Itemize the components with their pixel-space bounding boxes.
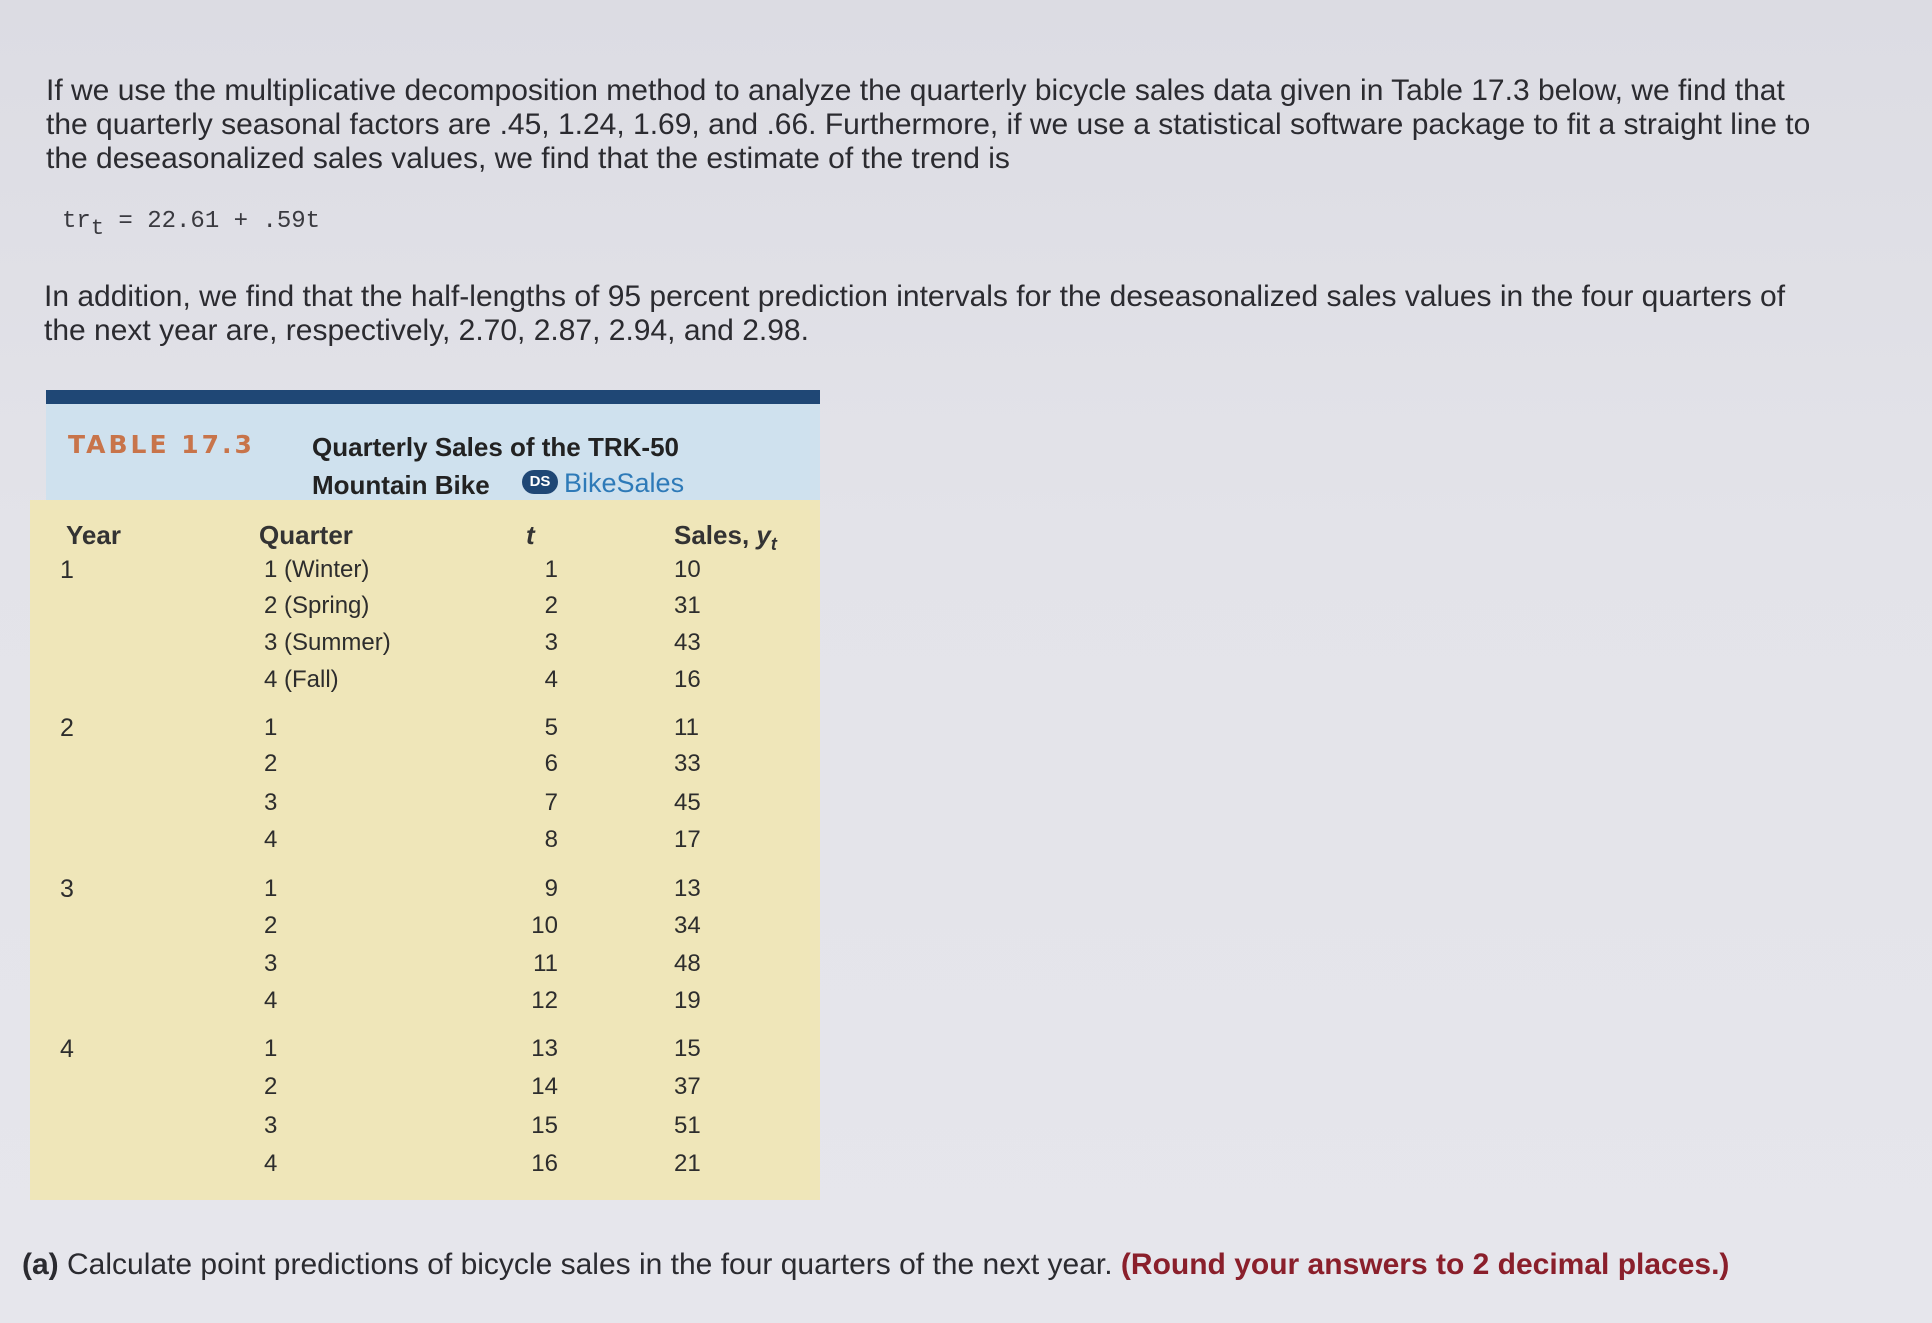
t-cell: 6	[544, 750, 558, 777]
intro-line-1: If we use the multiplicative decomposition method to analyze the quarterly bicycle sales data given in Table 17.3 below, we find that	[46, 74, 1785, 107]
intro-paragraph	[46, 74, 1896, 176]
quarter-cell: 1 (Winter)	[264, 556, 370, 583]
table-label: TABLE 17.3	[68, 430, 255, 459]
sales-cell: 13	[674, 875, 701, 902]
question-rounding-note: (Round your answers to 2 decimal places.)	[1120, 1248, 1730, 1281]
quarter-cell: 1	[264, 1035, 278, 1062]
table-top-bar	[46, 390, 820, 404]
t-cell: 9	[544, 875, 558, 902]
formula-subscript: t	[90, 216, 105, 241]
year-cell: 1	[60, 556, 74, 584]
column-header-sales-label: Sales,	[674, 520, 757, 550]
table-title-line-2: Mountain Bike	[312, 470, 490, 500]
t-cell: 12	[531, 987, 558, 1014]
question-label: (a)	[22, 1248, 59, 1281]
t-cell: 11	[533, 950, 558, 977]
column-header-sales	[674, 520, 777, 555]
sales-cell: 48	[674, 950, 701, 977]
quarter-cell: 2 (Spring)	[264, 592, 370, 619]
quarter-cell: 3 (Summer)	[264, 629, 391, 656]
t-cell: 15	[531, 1112, 558, 1139]
t-cell: 8	[544, 826, 558, 853]
t-cell: 10	[531, 912, 558, 939]
t-cell: 14	[531, 1073, 558, 1100]
quarter-cell: 2	[264, 912, 278, 939]
column-header-quarter: Quarter	[259, 520, 353, 550]
sales-cell: 10	[674, 556, 701, 583]
column-header-sales-subscript: t	[770, 534, 777, 555]
t-cell: 3	[544, 629, 558, 656]
column-header-t: t	[526, 520, 535, 550]
year-cell: 2	[60, 714, 74, 742]
quarter-cell: 3	[264, 1112, 278, 1139]
sales-cell: 15	[674, 1035, 701, 1062]
quarter-cell: 3	[264, 950, 278, 977]
sales-cell: 34	[674, 912, 701, 939]
sales-cell: 11	[674, 714, 699, 741]
quarter-cell: 4 (Fall)	[264, 666, 339, 693]
sales-cell: 33	[674, 750, 701, 777]
t-cell: 7	[544, 789, 558, 816]
t-cell: 4	[544, 666, 558, 693]
t-cell: 13	[531, 1035, 558, 1062]
quarter-cell: 4	[264, 987, 278, 1014]
table-header	[46, 404, 820, 500]
column-header-year: Year	[66, 520, 121, 550]
intro-line-2: the quarterly seasonal factors are .45, 1.24, 1.69, and .66. Furthermore, if we use a statistical software package to fit a straight line to	[46, 108, 1811, 141]
quarter-cell: 1	[264, 875, 278, 902]
quarter-cell: 4	[264, 826, 278, 853]
sales-cell: 43	[674, 629, 701, 656]
t-cell: 5	[544, 714, 558, 741]
intro-line-3: the deseasonalized sales values, we find that the estimate of the trend is	[46, 142, 1010, 175]
formula-rhs: = 22.61 + .59t	[104, 208, 321, 235]
addition-line-2: the next year are, respectively, 2.70, 2.87, 2.94, and 2.98.	[44, 314, 809, 347]
quarter-cell: 2	[264, 1073, 278, 1100]
sales-cell: 16	[674, 666, 701, 693]
sales-cell: 19	[674, 987, 701, 1014]
question-text: Calculate point predictions of bicycle sales in the four quarters of the next year.	[58, 1248, 1121, 1281]
sales-cell: 37	[674, 1073, 701, 1100]
t-cell: 1	[544, 556, 558, 583]
quarter-cell: 3	[264, 789, 278, 816]
quarter-cell: 2	[264, 750, 278, 777]
column-header-sales-variable: y	[756, 520, 771, 550]
year-cell: 3	[60, 875, 74, 903]
sales-cell: 21	[674, 1150, 701, 1177]
trend-formula	[62, 208, 320, 241]
sales-cell: 51	[674, 1112, 701, 1139]
sales-cell: 17	[674, 826, 701, 853]
table-body	[30, 500, 820, 1200]
year-cell: 4	[60, 1035, 74, 1063]
sales-cell: 45	[674, 789, 701, 816]
formula-lhs: tr	[62, 208, 91, 235]
sales-table	[44, 390, 820, 1198]
t-cell: 16	[531, 1150, 558, 1177]
quarter-cell: 4	[264, 1150, 278, 1177]
sales-cell: 31	[674, 592, 701, 619]
addition-paragraph	[44, 280, 1894, 348]
addition-line-1: In addition, we find that the half-lengths of 95 percent prediction intervals for the deseasonalized sales values in the four quarters of	[44, 280, 1786, 313]
quarter-cell: 1	[264, 714, 278, 741]
table-title-line-1: Quarterly Sales of the TRK-50	[312, 432, 679, 462]
dataset-icon: DS	[522, 470, 558, 494]
question-a	[22, 1248, 1729, 1282]
dataset-name[interactable]: BikeSales	[564, 468, 685, 498]
t-cell: 2	[544, 592, 558, 619]
